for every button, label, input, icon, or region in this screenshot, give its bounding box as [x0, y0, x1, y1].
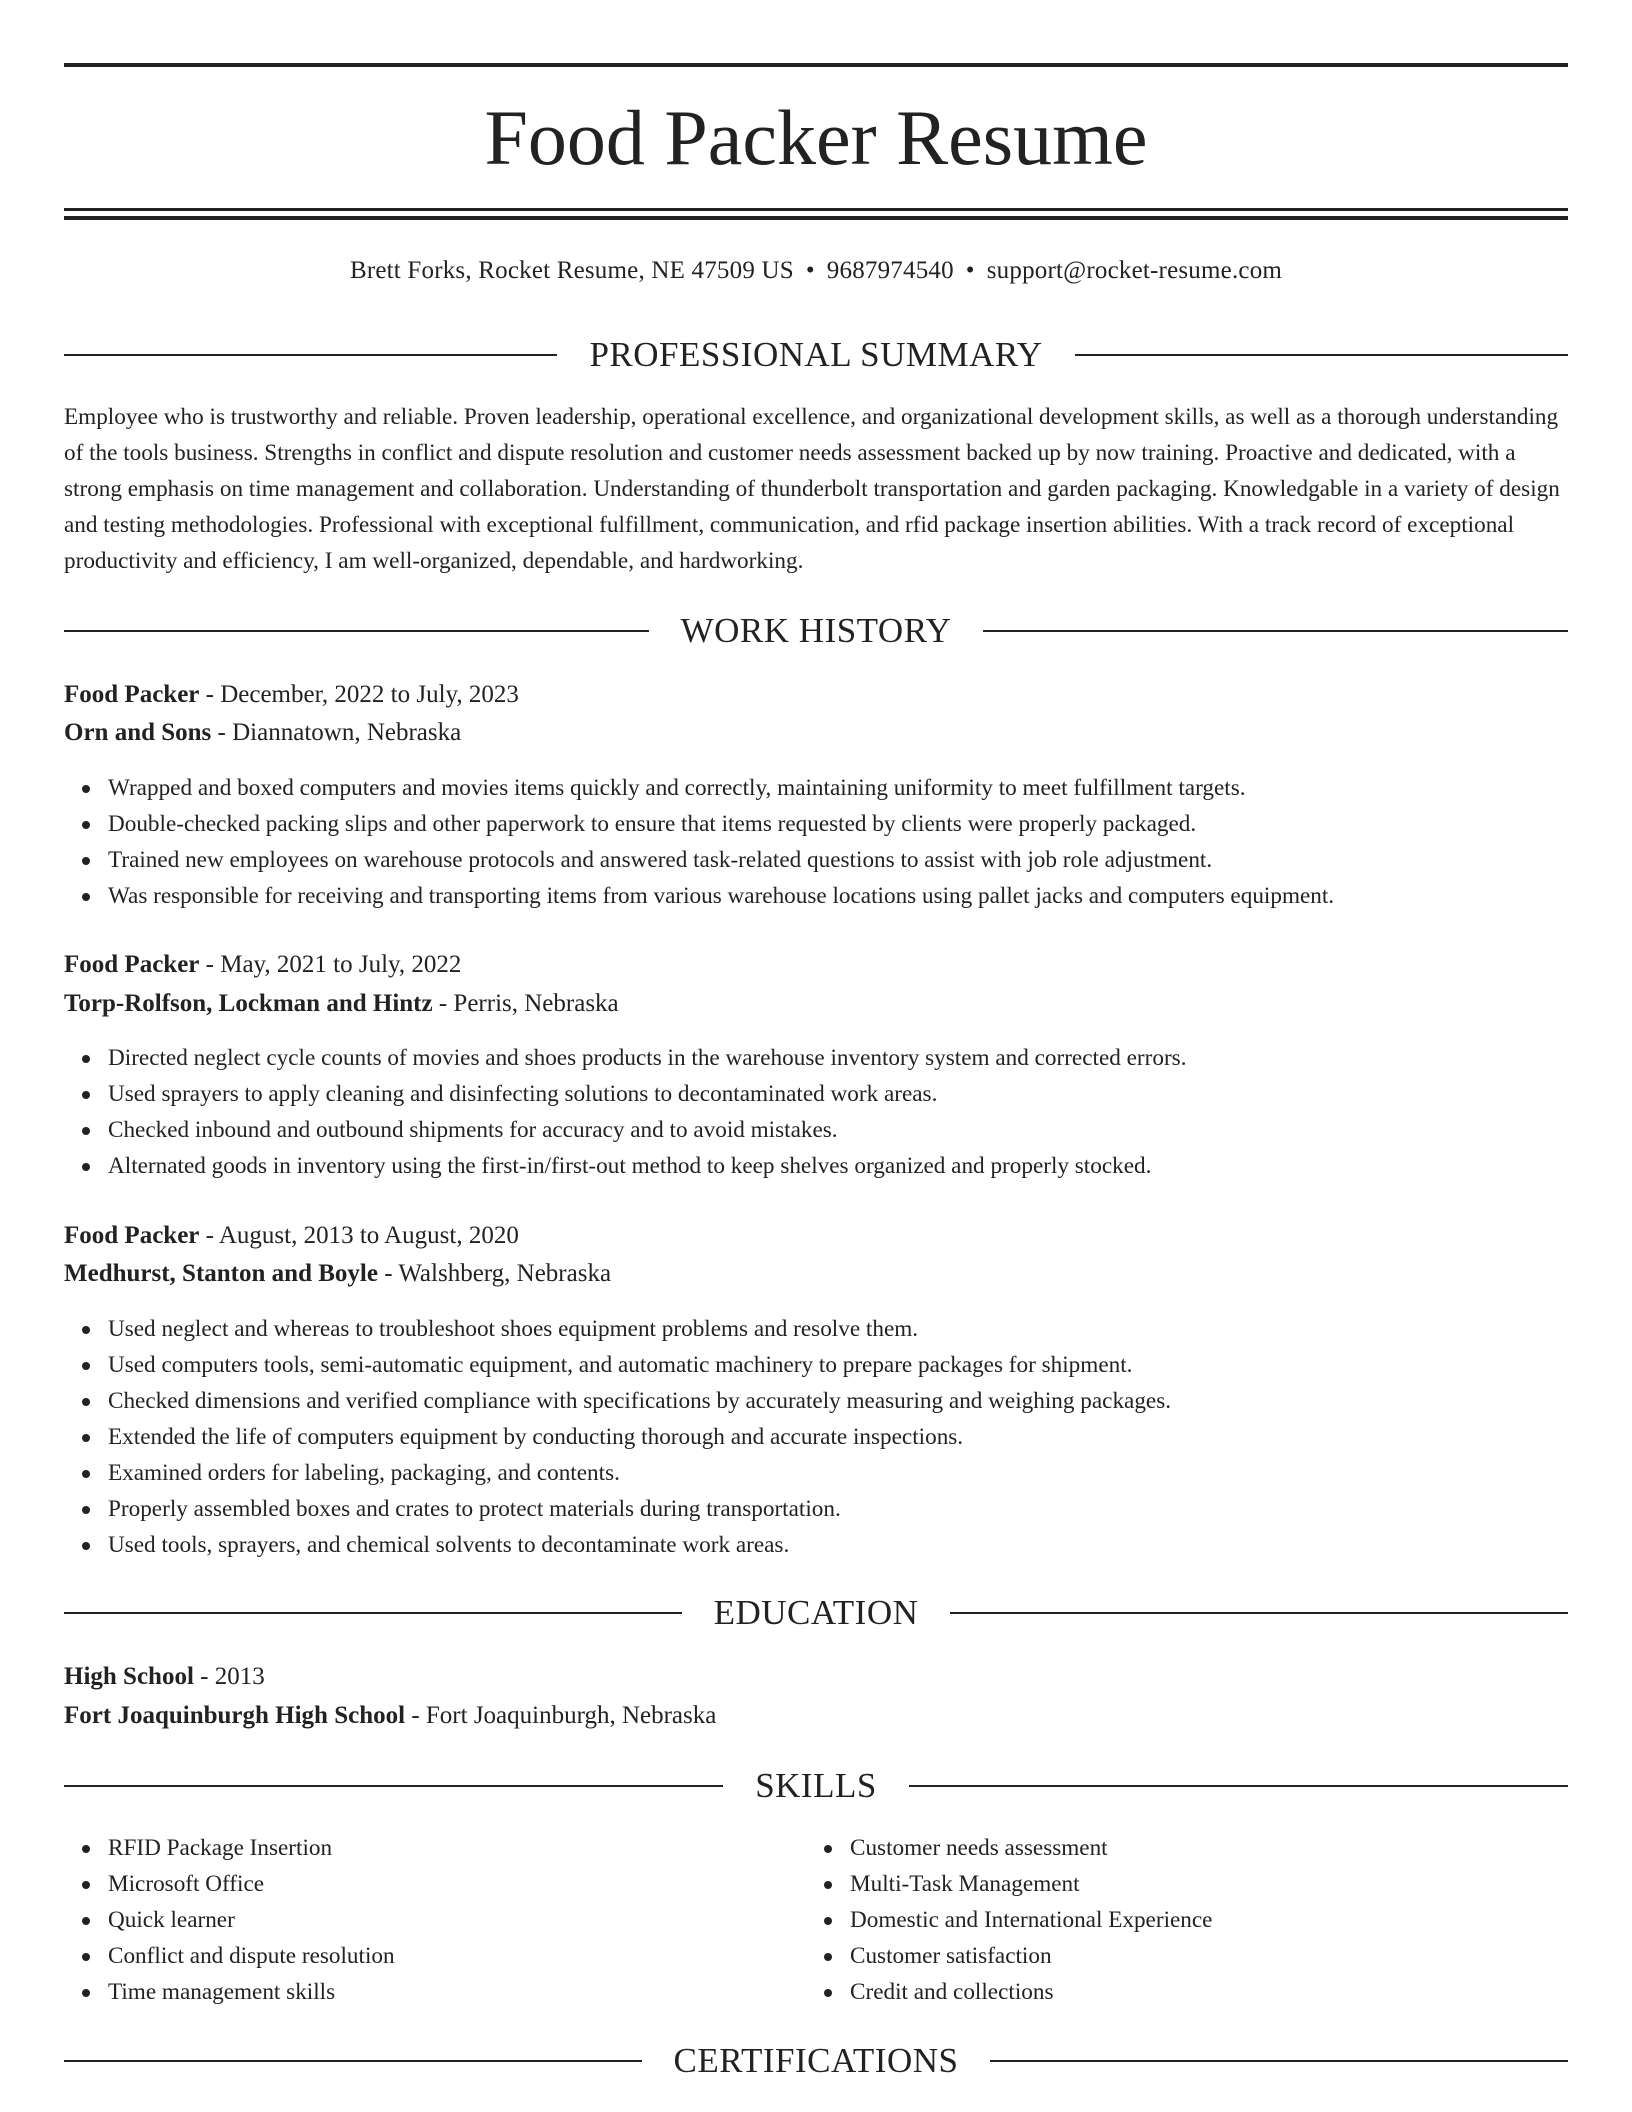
heading-rule — [1075, 354, 1568, 356]
title-rule-lower — [64, 216, 1568, 220]
section-heading-certifications — [64, 2039, 1568, 2083]
heading-rule — [983, 630, 1568, 632]
section-heading-summary — [64, 333, 1568, 377]
list-item: Properly assembled boxes and crates to protect materials during transportation. — [108, 1491, 1612, 1527]
list-item: Used tools, sprayers, and chemical solvents to decontaminate work areas. — [108, 1527, 1612, 1563]
heading-rule — [64, 354, 557, 356]
contact-separator: • — [805, 257, 815, 284]
list-item: Multi-Task Management — [850, 1866, 1632, 1902]
heading-rule — [64, 630, 649, 632]
job-location: - Perris, Nebraska — [432, 990, 619, 1017]
top-rule — [64, 63, 1568, 67]
list-item: Was responsible for receiving and transporting items from various warehouse locations using pallet jacks and computers equipment. — [108, 878, 1612, 914]
list-item: Credit and collections — [850, 1974, 1632, 2010]
list-item: RFID Package Insertion — [108, 1830, 1612, 1866]
section-title: WORK HISTORY — [680, 611, 952, 650]
list-item: Conflict and dispute resolution — [108, 1938, 1612, 1974]
list-item: Customer needs assessment — [850, 1830, 1632, 1866]
job-duties-list — [64, 1040, 1612, 1184]
contact-separator: • — [965, 257, 975, 284]
section-heading-work-history — [64, 609, 1568, 653]
job-company: Orn and Sons — [64, 719, 212, 746]
list-item: Alternated goods in inventory using the first-in/first-out method to keep shelves organized and properly stocked. — [108, 1148, 1612, 1184]
list-item: Quick learner — [108, 1902, 1612, 1938]
list-item: Extended the life of computers equipment by conducting thorough and accurate inspections. — [108, 1419, 1612, 1455]
job-duties-list — [64, 1311, 1612, 1563]
contact-line — [64, 254, 1568, 288]
list-item: Used sprayers to apply cleaning and disinfecting solutions to decontaminated work areas. — [108, 1076, 1612, 1112]
heading-rule — [950, 1612, 1568, 1614]
heading-rule — [990, 2060, 1568, 2062]
section-title: PROFESSIONAL SUMMARY — [589, 335, 1043, 374]
list-item: Examined orders for labeling, packaging, and contents. — [108, 1455, 1612, 1491]
summary-text: Employee who is trustworthy and reliable. Proven leadership, operational excellence, and organizational development skills, as well as a thorough understanding of the tools business. Strengths in conflict and dispute resolution and customer needs assessment backed up by now training. Proactive and dedicated, with a strong emphasis on time management and collaboration. Understanding of thunderbolt transportation and garden packaging. Knowledgable in a variety of design and testing methodologies. Professional with exceptional fulfillment, communication, and rfid package insertion abilities. With a track record of exceptional productivity and efficiency, I am well-organized, dependable, and hardworking. — [64, 404, 1560, 574]
education-school-line — [64, 1699, 1568, 1733]
education-location: - Fort Joaquinburgh, Nebraska — [405, 1702, 717, 1729]
job-title: Food Packer — [64, 1222, 200, 1249]
job-dates: - December, 2022 to July, 2023 — [199, 681, 519, 708]
list-item: Checked dimensions and verified compliance with specifications by accurately measuring and weighing packages. — [108, 1383, 1612, 1419]
list-item: Directed neglect cycle counts of movies and shoes products in the warehouse inventory system and corrected errors. — [108, 1040, 1612, 1076]
list-item: Checked inbound and outbound shipments for accuracy and to avoid mistakes. — [108, 1112, 1612, 1148]
heading-rule — [909, 1785, 1568, 1787]
skills-grid — [64, 1830, 1568, 2020]
job-duties-list — [64, 770, 1612, 914]
heading-rule — [64, 1785, 723, 1787]
job-dates: - August, 2013 to August, 2020 — [199, 1222, 519, 1249]
resume-title: Food Packer Resume — [484, 94, 1148, 181]
job-company: Torp-Rolfson, Lockman and Hintz — [64, 990, 433, 1017]
heading-rule — [64, 2060, 642, 2062]
job-company-line — [64, 716, 1568, 750]
job-company-line — [64, 1257, 1568, 1291]
job-title-line — [64, 678, 1568, 712]
list-item: Used computers tools, semi-automatic equipment, and automatic machinery to prepare packages for shipment. — [108, 1347, 1612, 1383]
job-company: Medhurst, Stanton and Boyle — [64, 1260, 378, 1287]
heading-rule — [64, 1612, 682, 1614]
education-degree: High School — [64, 1663, 194, 1690]
job-title-line — [64, 1219, 1568, 1253]
job-company-line — [64, 987, 1568, 1021]
list-item: Double-checked packing slips and other paperwork to ensure that items requested by clients were properly packaged. — [108, 806, 1612, 842]
section-title: SKILLS — [755, 1766, 877, 1805]
list-item: Domestic and International Experience — [850, 1902, 1632, 1938]
job-location: - Walshberg, Nebraska — [377, 1260, 612, 1287]
list-item: Microsoft Office — [108, 1866, 1612, 1902]
title-rule-upper — [64, 208, 1568, 211]
section-title: EDUCATION — [713, 1593, 919, 1632]
list-item: Customer satisfaction — [850, 1938, 1632, 1974]
list-item: Trained new employees on warehouse protocols and answered task-related questions to assist with job role adjustment. — [108, 842, 1612, 878]
contact-email: support@rocket-resume.com — [986, 257, 1283, 284]
contact-address: Brett Forks, Rocket Resume, NE 47509 US — [349, 257, 794, 284]
education-school: Fort Joaquinburgh High School — [64, 1702, 406, 1729]
job-title: Food Packer — [64, 951, 200, 978]
list-item: Time management skills — [108, 1974, 1612, 2010]
list-item: Used neglect and whereas to troubleshoot shoes equipment problems and resolve them. — [108, 1311, 1612, 1347]
job-location: - Diannatown, Nebraska — [211, 719, 462, 746]
education-year: - 2013 — [193, 1663, 265, 1690]
list-item: Wrapped and boxed computers and movies items quickly and correctly, maintaining uniformity to meet fulfillment targets. — [108, 770, 1612, 806]
education-degree-line — [64, 1660, 1568, 1694]
section-title: CERTIFICATIONS — [673, 2041, 959, 2080]
section-heading-skills — [64, 1764, 1568, 1808]
job-dates: - May, 2021 to July, 2022 — [199, 951, 462, 978]
contact-phone: 9687974540 — [826, 257, 954, 284]
section-heading-education — [64, 1591, 1568, 1635]
skills-list-right — [806, 1830, 1632, 2010]
job-title: Food Packer — [64, 681, 200, 708]
job-title-line — [64, 948, 1568, 982]
